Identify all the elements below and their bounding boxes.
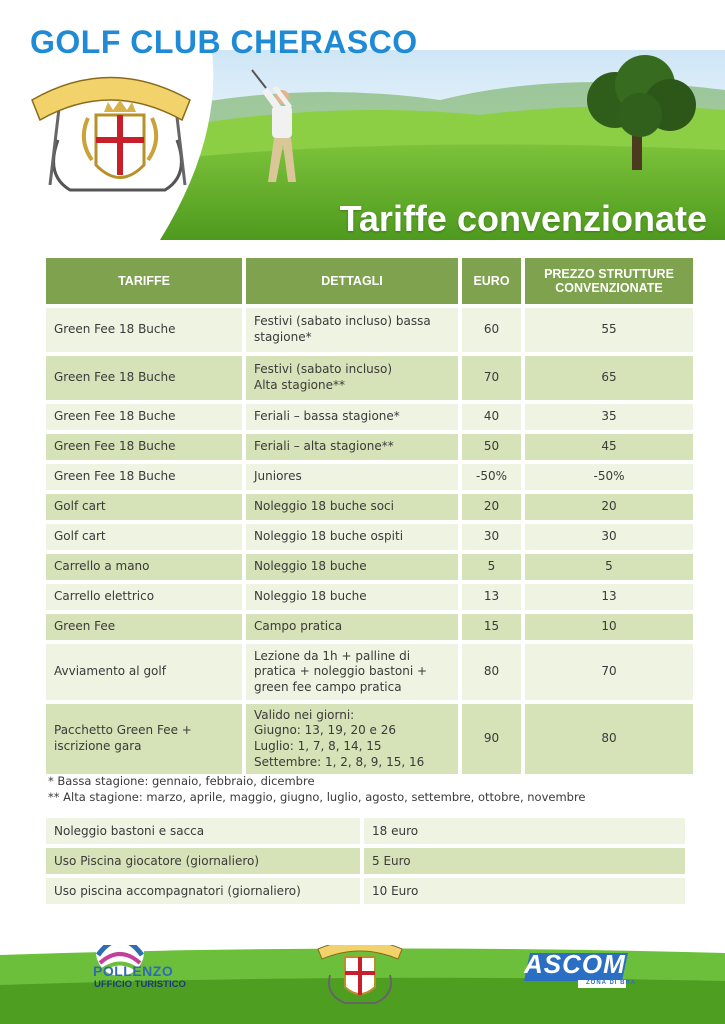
- cell-tariffa: Green Fee 18 Buche: [46, 308, 242, 352]
- cell-tariffa: Green Fee 18 Buche: [46, 434, 242, 460]
- cell-tariffa: Pacchetto Green Fee + iscrizione gara: [46, 704, 242, 774]
- cell-tariffa: Avviamento al golf: [46, 644, 242, 700]
- column-header-tariffe: TARIFFE: [46, 258, 242, 304]
- table-row: [46, 434, 693, 460]
- cell-euro: 40: [462, 404, 521, 430]
- dettagli-line: pratica + noleggio bastoni +: [254, 664, 428, 679]
- dettagli-line: Luglio: 1, 7, 8, 14, 15: [254, 739, 382, 753]
- rates-table: [42, 254, 697, 778]
- ascom-name: ASCOM: [524, 949, 626, 979]
- column-header-euro: EURO: [462, 258, 521, 304]
- table-row: [46, 584, 693, 610]
- dettagli-line: stagione*: [254, 330, 312, 344]
- extra-price: 10 Euro: [364, 878, 685, 904]
- dettagli-line: Feriali – bassa stagione*: [254, 409, 400, 424]
- note-high-season: ** Alta stagione: marzo, aprile, maggio, giugno, luglio, agosto, settembre, ottobre, novembre: [48, 790, 586, 804]
- cell-prezzo: 20: [525, 494, 693, 520]
- cell-prezzo: -50%: [525, 464, 693, 490]
- table-row: [46, 818, 685, 844]
- cell-prezzo: 10: [525, 614, 693, 640]
- cell-euro: -50%: [462, 464, 521, 490]
- table-row: [46, 614, 693, 640]
- table-row: [46, 554, 693, 580]
- dettagli-line: Campo pratica: [254, 619, 343, 634]
- dettagli-line: Noleggio 18 buche: [254, 589, 367, 604]
- cell-prezzo: 65: [525, 356, 693, 400]
- cell-tariffa: Carrello elettrico: [46, 584, 242, 610]
- table-row: [46, 848, 685, 874]
- extra-label: Uso piscina accompagnatori (giornaliero): [46, 878, 360, 904]
- cell-prezzo: 35: [525, 404, 693, 430]
- dettagli-line: Noleggio 18 buche: [254, 559, 367, 574]
- cell-prezzo: 30: [525, 524, 693, 550]
- cell-tariffa: Green Fee 18 Buche: [46, 464, 242, 490]
- cell-prezzo: 45: [525, 434, 693, 460]
- dettagli-line: green fee campo pratica: [254, 679, 402, 694]
- cell-dettagli: [246, 404, 458, 430]
- cell-euro: 80: [462, 644, 521, 700]
- cell-prezzo: 13: [525, 584, 693, 610]
- column-header-prezzo: PREZZO STRUTTURE CONVENZIONATE: [525, 258, 693, 304]
- cell-prezzo: 5: [525, 554, 693, 580]
- table-row: [46, 524, 693, 550]
- column-header-dettagli: DETTAGLI: [246, 258, 458, 304]
- ascom-subtitle: ZONA DI BRA: [586, 980, 637, 986]
- cell-dettagli: [246, 524, 458, 550]
- club-title: GOLF CLUB CHERASCO: [30, 24, 418, 60]
- cell-euro: 70: [462, 356, 521, 400]
- extra-price: 5 Euro: [364, 848, 685, 874]
- pollenzo-name: POLLENZO: [93, 963, 174, 979]
- extras-table: [42, 814, 689, 908]
- dettagli-line: Settembre: 1, 2, 8, 9, 15, 16: [254, 754, 425, 769]
- cell-prezzo: 70: [525, 644, 693, 700]
- dettagli-line: Noleggio 18 buche ospiti: [254, 529, 404, 544]
- extra-label: Noleggio bastoni e sacca: [46, 818, 360, 844]
- dettagli-line: Valido nei giorni:: [254, 707, 355, 722]
- cell-dettagli: [246, 356, 458, 400]
- cell-dettagli: [246, 494, 458, 520]
- cell-dettagli: [246, 434, 458, 460]
- table-row: [46, 494, 693, 520]
- cell-euro: 90: [462, 704, 521, 774]
- cell-euro: 50: [462, 434, 521, 460]
- extra-label: Uso Piscina giocatore (giornaliero): [46, 848, 360, 874]
- cell-tariffa: Carrello a mano: [46, 554, 242, 580]
- cell-dettagli: [246, 308, 458, 352]
- cell-prezzo: 80: [525, 704, 693, 774]
- dettagli-line: Noleggio 18 buche soci: [254, 499, 394, 514]
- cell-euro: 13: [462, 584, 521, 610]
- cell-dettagli: [246, 554, 458, 580]
- dettagli-line: Giugno: 13, 19, 20 e 26: [254, 723, 397, 738]
- dettagli-line: Festivi (sabato incluso): [254, 362, 393, 377]
- extra-price: 18 euro: [364, 818, 685, 844]
- page-subtitle: Tariffe convenzionate: [339, 198, 707, 239]
- cell-dettagli: [246, 704, 458, 774]
- dettagli-line: Festivi (sabato incluso) bassa: [254, 314, 431, 329]
- cell-tariffa: Golf cart: [46, 494, 242, 520]
- cell-euro: 5: [462, 554, 521, 580]
- cell-dettagli: [246, 644, 458, 700]
- pollenzo-subtitle: UFFICIO TURISTICO: [94, 979, 186, 990]
- table-header-row: [46, 258, 693, 304]
- dettagli-line: Juniores: [254, 469, 302, 484]
- cell-prezzo: 55: [525, 308, 693, 352]
- cell-euro: 60: [462, 308, 521, 352]
- table-row: [46, 878, 685, 904]
- cell-dettagli: [246, 614, 458, 640]
- season-notes: [48, 773, 586, 805]
- cell-tariffa: Green Fee 18 Buche: [46, 404, 242, 430]
- cell-euro: 20: [462, 494, 521, 520]
- dettagli-line: Alta stagione**: [254, 378, 346, 392]
- table-row: [46, 464, 693, 490]
- table-row: [46, 704, 693, 774]
- cell-tariffa: Green Fee: [46, 614, 242, 640]
- table-row: [46, 644, 693, 700]
- cell-tariffa: Golf cart: [46, 524, 242, 550]
- cell-euro: 30: [462, 524, 521, 550]
- table-row: [46, 308, 693, 352]
- note-low-season: * Bassa stagione: gennaio, febbraio, dicembre: [48, 774, 315, 788]
- dettagli-line: Lezione da 1h + palline di: [254, 648, 411, 663]
- dettagli-line: Feriali – alta stagione**: [254, 439, 394, 454]
- cell-dettagli: [246, 464, 458, 490]
- table-row: [46, 404, 693, 430]
- cell-euro: 15: [462, 614, 521, 640]
- cell-dettagli: [246, 584, 458, 610]
- table-row: [46, 356, 693, 400]
- cell-tariffa: Green Fee 18 Buche: [46, 356, 242, 400]
